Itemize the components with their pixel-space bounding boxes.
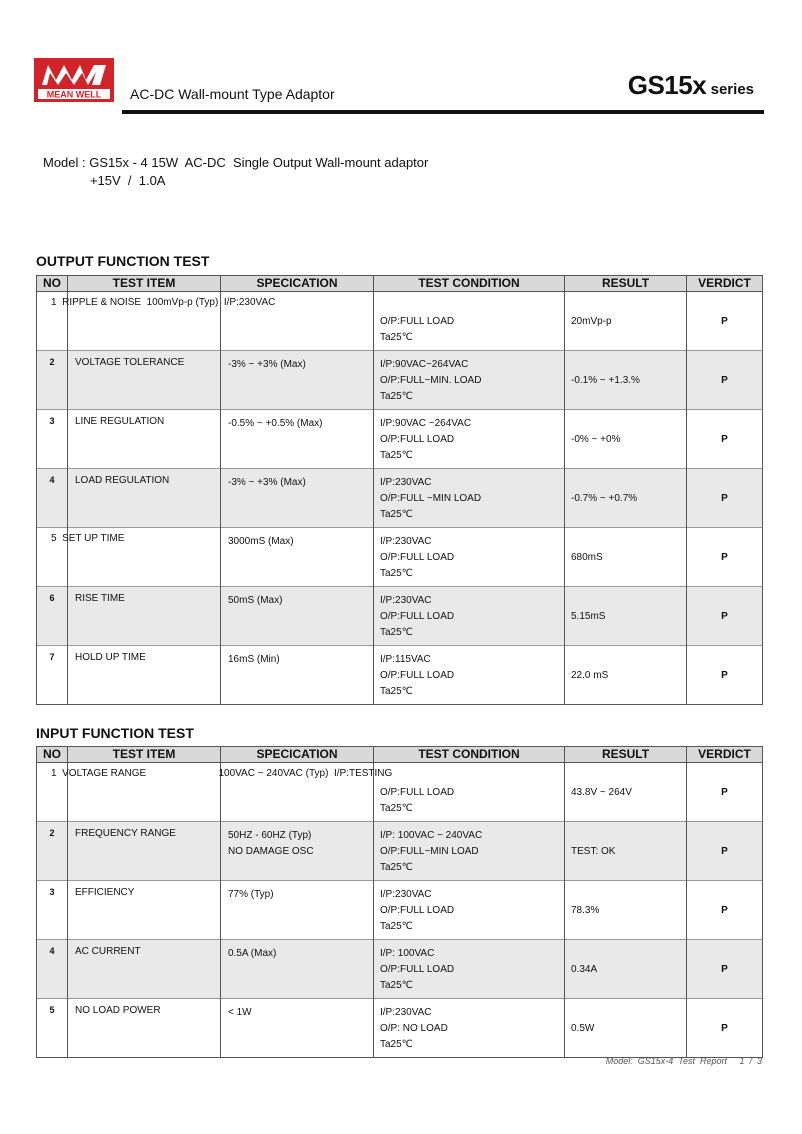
table-row bbox=[37, 999, 763, 1058]
table-row bbox=[37, 587, 763, 646]
verdict-value: P bbox=[721, 846, 728, 857]
output-test-table bbox=[36, 275, 763, 705]
condition-line: O/P:FULL LOAD bbox=[380, 905, 455, 916]
model-description bbox=[43, 154, 428, 190]
result-value: 5.15mS bbox=[571, 611, 606, 622]
table-header-row bbox=[37, 276, 763, 292]
row-number: 3 bbox=[49, 416, 55, 426]
condition-line: Ta25℃ bbox=[380, 627, 413, 638]
condition-line: Ta25℃ bbox=[380, 391, 413, 402]
condition-line: I/P:230VAC bbox=[380, 477, 432, 488]
condition-line: Ta25℃ bbox=[380, 686, 413, 697]
condition-line: Ta25℃ bbox=[380, 450, 413, 461]
condition-line: O/P:FULL ~MIN LOAD bbox=[380, 493, 482, 504]
test-item: LOAD REGULATION bbox=[75, 475, 170, 486]
table-row bbox=[37, 528, 763, 587]
test-item: EFFICIENCY bbox=[75, 887, 135, 898]
row-number: 2 bbox=[49, 357, 55, 367]
verdict-value: P bbox=[721, 552, 728, 563]
specification: 77% (Typ) bbox=[228, 889, 274, 900]
series-model: GS15x bbox=[627, 70, 707, 100]
result-value: 20mVp-p bbox=[571, 316, 612, 327]
test-item: NO LOAD POWER bbox=[75, 1005, 161, 1016]
condition-line: I/P: 100VAC ~ 240VAC bbox=[380, 830, 483, 841]
col-header-test-condition: TEST CONDITION bbox=[374, 747, 565, 763]
table-row bbox=[37, 469, 763, 528]
test-item: AC CURRENT bbox=[75, 946, 141, 957]
specification: 3000mS (Max) bbox=[228, 536, 294, 547]
specification: NO DAMAGE OSC bbox=[228, 846, 314, 857]
specification: < 1W bbox=[228, 1007, 252, 1018]
condition-line: O/P:FULL LOAD bbox=[380, 552, 455, 563]
voltage-range-line: 1 VOLTAGE RANGE 100VAC ~ 240VAC (Typ) I/P:TESTING bbox=[51, 768, 393, 779]
series-title bbox=[628, 70, 754, 101]
result-value: 0.34A bbox=[571, 964, 598, 975]
condition-line: I/P:230VAC bbox=[380, 595, 432, 606]
col-header-test-item: TEST ITEM bbox=[68, 747, 221, 763]
row-number: 2 bbox=[49, 828, 55, 838]
result-value: 680mS bbox=[571, 552, 603, 563]
verdict-value: P bbox=[721, 434, 728, 445]
condition-line: I/P:230VAC bbox=[380, 889, 432, 900]
series-word: series bbox=[710, 81, 754, 98]
specification: -3% ~ +3% (Max) bbox=[228, 477, 306, 488]
verdict-value: P bbox=[721, 787, 728, 798]
condition-line: I/P:230VAC bbox=[380, 536, 432, 547]
test-item: RISE TIME bbox=[75, 593, 125, 604]
condition-line: O/P:FULL LOAD bbox=[380, 434, 455, 445]
logo-wordmark: MEAN WELL bbox=[46, 89, 102, 100]
verdict-value: P bbox=[721, 964, 728, 975]
mean-well-logo bbox=[34, 58, 114, 102]
ripple-noise-line: 1 RIPPLE & NOISE 100mVp-p (Typ) I/P:230VAC bbox=[51, 297, 276, 308]
header-divider bbox=[122, 110, 764, 114]
verdict-value: P bbox=[721, 905, 728, 916]
model-line-1: Model : GS15x - 4 15W AC-DC Single Output Wall-mount adaptor bbox=[43, 155, 429, 170]
condition-line: Ta25℃ bbox=[380, 862, 413, 873]
condition-line: O/P:FULL LOAD bbox=[380, 787, 455, 798]
row-number: 5 bbox=[49, 1005, 55, 1015]
test-item: HOLD UP TIME bbox=[75, 652, 146, 663]
condition-line: I/P:230VAC bbox=[380, 1007, 432, 1018]
condition-line: I/P: 100VAC bbox=[380, 948, 435, 959]
condition-line: Ta25℃ bbox=[380, 980, 413, 991]
test-item: VOLTAGE TOLERANCE bbox=[75, 357, 185, 368]
col-header-test-condition: TEST CONDITION bbox=[374, 276, 565, 292]
col-header-test-item: TEST ITEM bbox=[68, 276, 221, 292]
table-row bbox=[37, 410, 763, 469]
result-value: 43.8V ~ 264V bbox=[571, 787, 632, 798]
result-value: -0.1% ~ +1.3.% bbox=[571, 375, 640, 386]
row-number: 3 bbox=[49, 887, 55, 897]
result-value: TEST: OK bbox=[571, 846, 616, 857]
output-section-title: OUTPUT FUNCTION TEST bbox=[36, 253, 210, 269]
table-row bbox=[37, 292, 763, 351]
verdict-value: P bbox=[721, 670, 728, 681]
verdict-value: P bbox=[721, 316, 728, 327]
input-test-table bbox=[36, 746, 763, 1058]
condition-line: O/P:FULL LOAD bbox=[380, 964, 455, 975]
verdict-value: P bbox=[721, 493, 728, 504]
col-header-result: RESULT bbox=[565, 747, 687, 763]
row-number: 4 bbox=[49, 475, 55, 485]
col-header-no: NO bbox=[37, 747, 68, 763]
table-row bbox=[37, 351, 763, 410]
condition-line: Ta25℃ bbox=[380, 921, 413, 932]
col-header-result: RESULT bbox=[565, 276, 687, 292]
condition-line: I/P:90VAC ~264VAC bbox=[380, 418, 472, 429]
page-footer: Model: GS15x-4 Test Report 1 / 3 bbox=[605, 1056, 762, 1066]
condition-line: Ta25℃ bbox=[380, 332, 413, 343]
result-value: -0.7% ~ +0.7% bbox=[571, 493, 638, 504]
result-value: 0.5W bbox=[571, 1023, 595, 1034]
result-value: 22.0 mS bbox=[571, 670, 609, 681]
row-number: 7 bbox=[49, 652, 55, 662]
col-header-specification: SPECICATION bbox=[221, 276, 374, 292]
specification: 50mS (Max) bbox=[228, 595, 283, 606]
result-value: -0% ~ +0% bbox=[571, 434, 621, 445]
specification: -0.5% ~ +0.5% (Max) bbox=[228, 418, 323, 429]
condition-line: I/P:90VAC~264VAC bbox=[380, 359, 469, 370]
condition-line: Ta25℃ bbox=[380, 1039, 413, 1050]
condition-line: Ta25℃ bbox=[380, 803, 413, 814]
condition-line: O/P:FULL~MIN LOAD bbox=[380, 846, 479, 857]
verdict-value: P bbox=[721, 611, 728, 622]
table-row bbox=[37, 763, 763, 822]
row-number: 6 bbox=[49, 593, 55, 603]
condition-line: Ta25℃ bbox=[380, 509, 413, 520]
condition-line: O/P:FULL LOAD bbox=[380, 670, 455, 681]
setup-time-line: 5 SET UP TIME bbox=[51, 533, 125, 544]
result-value: 78.3% bbox=[571, 905, 600, 916]
table-row bbox=[37, 646, 763, 705]
condition-line: O/P: NO LOAD bbox=[380, 1023, 448, 1034]
verdict-value: P bbox=[721, 1023, 728, 1034]
condition-line: Ta25℃ bbox=[380, 568, 413, 579]
model-line-2: +15V / 1.0A bbox=[43, 173, 166, 188]
col-header-verdict: VERDICT bbox=[687, 276, 763, 292]
condition-line: O/P:FULL~MIN. LOAD bbox=[380, 375, 482, 386]
table-row bbox=[37, 822, 763, 881]
test-item: LINE REGULATION bbox=[75, 416, 165, 427]
col-header-specification: SPECICATION bbox=[221, 747, 374, 763]
col-header-no: NO bbox=[37, 276, 68, 292]
row-number: 4 bbox=[49, 946, 55, 956]
verdict-value: P bbox=[721, 375, 728, 386]
document-subtitle: AC-DC Wall-mount Type Adaptor bbox=[130, 86, 335, 102]
specification: 0.5A (Max) bbox=[228, 948, 277, 959]
table-row bbox=[37, 881, 763, 940]
condition-line: I/P:115VAC bbox=[380, 654, 431, 665]
table-header-row bbox=[37, 747, 763, 763]
condition-line: O/P:FULL LOAD bbox=[380, 611, 455, 622]
table-row bbox=[37, 940, 763, 999]
test-item: FREQUENCY RANGE bbox=[75, 828, 176, 839]
specification: 50HZ - 60HZ (Typ) bbox=[228, 830, 312, 841]
specification: 16mS (Min) bbox=[228, 654, 280, 665]
col-header-verdict: VERDICT bbox=[687, 747, 763, 763]
specification: -3% ~ +3% (Max) bbox=[228, 359, 306, 370]
input-section-title: INPUT FUNCTION TEST bbox=[36, 725, 194, 741]
condition-line: O/P:FULL LOAD bbox=[380, 316, 455, 327]
